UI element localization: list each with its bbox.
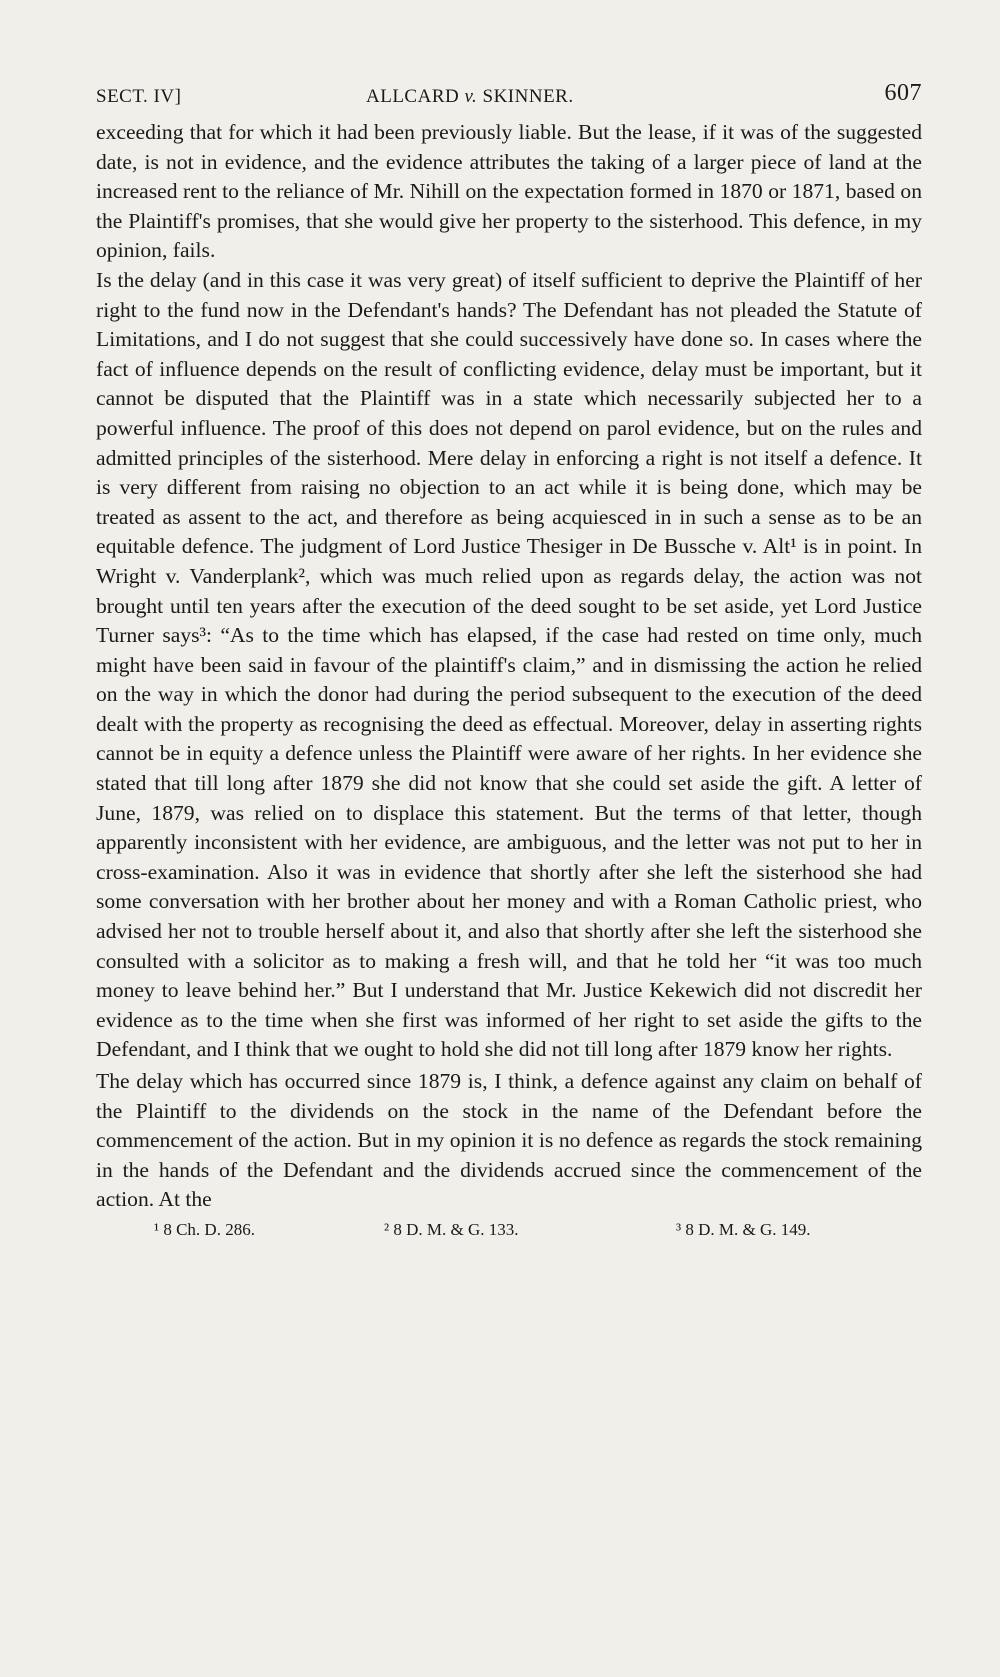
- paragraph-2: Is the delay (and in this case it was very great) of itself sufficient to deprive the Plaintiff of her right to the fund now in the Defendant's hands? The Defendant has not pleaded the Statute of Limitations, and I do not suggest that she could successively have done so. In cases where the fact of influence depends on the result of conflicting evidence, delay must be important, but it cannot be disputed that the Plaintiff was in a state which necessarily subjected her to a powerful influence. The proof of this does not depend on parol evidence, but on the rules and admitted principles of the sisterhood. Mere delay in enforcing a right is not itself a defence. It is very different from raising no objection to an act while it is being done, which may be treated as assent to the act, and therefore as being acquiesced in in such a sense as to be an equitable defence. The judgment of Lord Justice Thesiger in De Bussche v. Alt¹ is in point. In Wright v. Vanderplank², which was much relied upon as regards delay, the action was not brought until ten years after the execution of the deed sought to be set aside, yet Lord Justice Turner says³: “As to the time which has elapsed, if the case had rested on time only, much might have been said in favour of the plaintiff's claim,” and in dismissing the action he relied on the way in which the donor had during the period subsequent to the execution of the deed dealt with the property as recognising the deed as effectual. Moreover, delay in asserting rights cannot be in equity a defence unless the Plaintiff were aware of her rights. In her evidence she stated that till long after 1879 she did not know that she could set aside the gift. A letter of June, 1879, was relied on to displace this statement. But the terms of that letter, though apparently inconsistent with her evidence, are ambiguous, and the letter was not put to her in cross-examination. Also it was in evidence that shortly after she left the sisterhood she had some conversation with her brother about her money and with a Roman Catholic priest, who advised her not to trouble herself about it, and also that shortly after she left the sisterhood she consulted with a solicitor as to making a fresh will, and that he told her “it was too much money to leave behind her.” But I understand that Mr. Justice Kekewich did not discredit her evidence as to the time when she first was informed of her right to set aside the gifts to the Defendant, and I think that we ought to hold she did not till long after 1879 know her rights.: [96, 267, 922, 1062]
- case-title: ALLCARD v. SKINNER.: [366, 86, 574, 107]
- footnotes: [96, 1219, 922, 1245]
- running-head: [96, 74, 922, 114]
- paragraph-3: The delay which has occurred since 1879 is, I think, a defence against any claim on behalf of the Plaintiff to the dividends on the stock in the name of the Defendant before the commencement of the action. But in my opinion it is no defence as regards the stock remaining in the hands of the Defendant and the dividends accrued since the commencement of the action. At the: [96, 1069, 922, 1212]
- body-text: [96, 118, 922, 1215]
- book-page: [96, 74, 922, 1245]
- page-number: 607: [884, 80, 922, 106]
- footnote-1: ¹ 8 Ch. D. 286.: [154, 1219, 255, 1239]
- paragraph-1: exceeding that for which it had been previously liable. But the lease, if it was of the suggested date, is not in evidence, and the evidence attributes the taking of a larger piece of land at the increased rent to the reliance of Mr. Nihill on the expectation formed in 1870 or 1871, based on the Plaintiff's promises, that she would give her property to the sisterhood. This defence, in my opinion, fails.: [96, 120, 922, 263]
- footnote-3: ³ 8 D. M. & G. 149.: [676, 1219, 811, 1239]
- footnote-2: ² 8 D. M. & G. 133.: [384, 1219, 519, 1239]
- section-label: SECT. IV]: [96, 86, 182, 107]
